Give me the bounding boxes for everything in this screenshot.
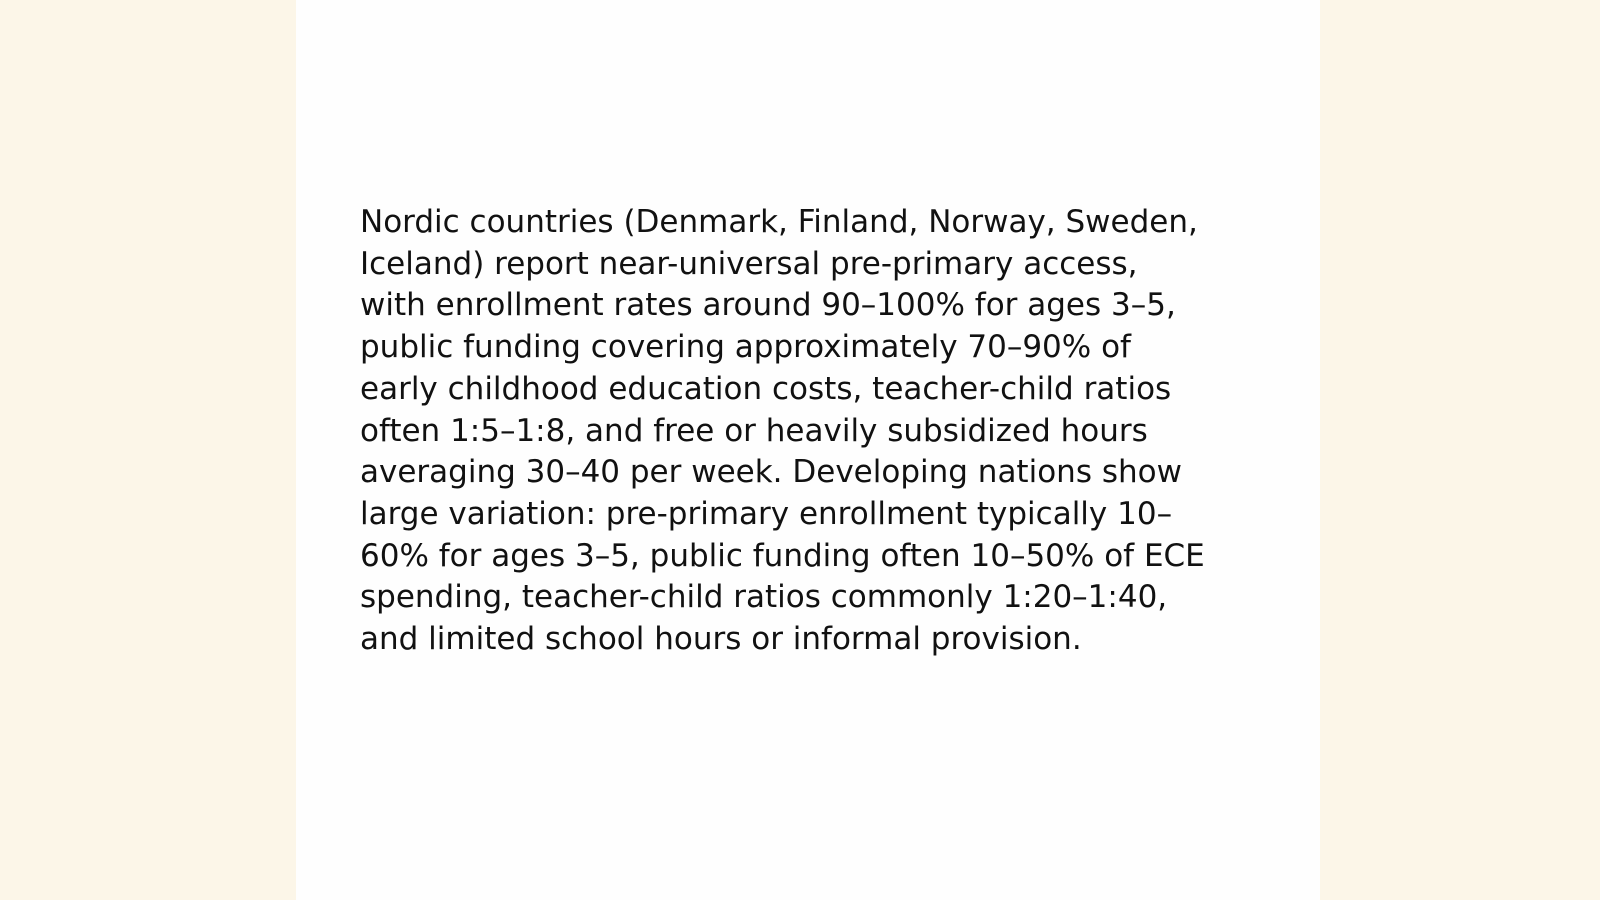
body-paragraph: Nordic countries (Denmark, Finland, Norway, Sweden, Iceland) report near-universal pre-primary access, with enrollment rates around 90–100% for ages 3–5, public funding covering approximately 70–90% of early childhood education costs, teacher-child ratios often 1:5–1:8, and free or heavily subsidized hours averaging 30–40 per week. Developing nations show large variation: pre-primary enrollment typically 10– 60% for ages 3–5, public funding often 10–50% of ECE spending, teacher-child ratios commonly 1:20–1:40, and limited school hours or informal provision. (360, 204, 1205, 658)
document-card (296, 0, 1320, 900)
